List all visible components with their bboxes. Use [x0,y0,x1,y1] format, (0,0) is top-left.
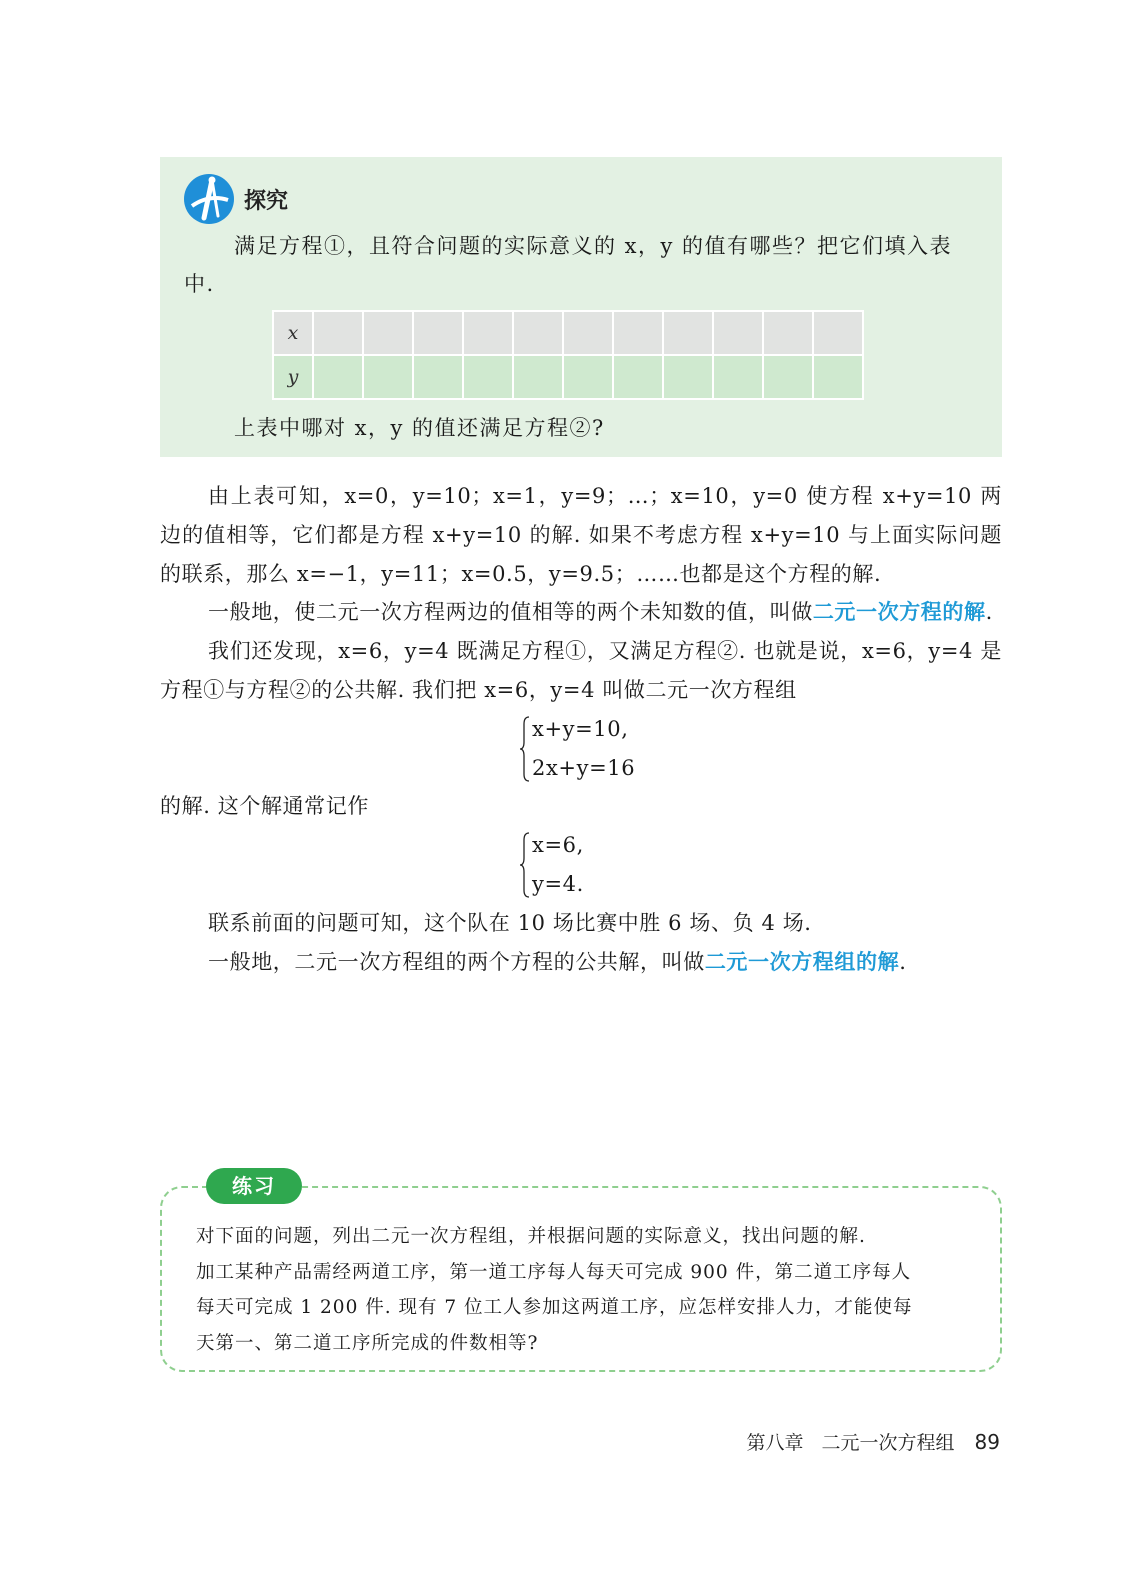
explore-question: 上表中哪对 x，y 的值还满足方程②? [234,416,605,440]
exercise-line: 对下面的问题，列出二元一次方程组，并根据问题的实际意义，找出问题的解. [196,1226,866,1247]
table-cell [363,311,413,355]
table-cell [363,355,413,399]
page-number: 89 [974,1430,1000,1454]
table-cell [513,355,563,399]
table-cell [563,355,613,399]
paragraph-4: 的解. 这个解通常记作 [160,794,369,819]
brace-icon [520,832,530,898]
table-cell [413,355,463,399]
compass-icon [182,172,236,226]
table-cell [513,311,563,355]
table-cell [813,311,863,355]
table-row-x [273,311,863,355]
table-cell [663,311,713,355]
table-cell [413,311,463,355]
equation-line: y=4. [532,871,584,896]
p2-text: 一般地，使二元一次方程两边的值相等的两个未知数的值，叫做 [208,600,813,625]
equation-line: x+y=10, [532,716,629,741]
table-cell [613,311,663,355]
paragraph-2 [160,593,1002,632]
page-footer [747,1428,1000,1455]
explore-title: 探究 [244,188,289,214]
equation-system-1 [520,710,1002,788]
table-cell [713,311,763,355]
row-label-x: x [273,311,313,355]
table-cell [713,355,763,399]
explore-text: 满足方程①，且符合问题的实际意义的 x，y 的值有哪些？把它们填入表中. [184,234,953,296]
table-row-y [273,355,863,399]
term-equation-solution: 二元一次方程的解 [812,600,986,625]
exercise-line: 每天可完成 1 200 件. 现有 7 位工人参加这两道工序，应怎样安排人力，才能使每 [196,1297,913,1318]
exercise-text [196,1219,986,1361]
body-text [160,477,1002,981]
equation-line: x=6, [532,833,584,858]
equation-system-2 [520,826,1002,904]
table-cell [663,355,713,399]
explore-box [160,157,1002,457]
chapter-title: 二元一次方程组 [821,1432,955,1454]
exercise-line: 天第一、第二道工序所完成的件数相等? [196,1332,539,1354]
table-cell [463,355,513,399]
explore-header [182,171,288,227]
p2-end: . [985,600,993,625]
paragraph-3: 我们还发现，x=6，y=4 既满足方程①，又满足方程②. 也就是说，x=6，y=4 是方程①与方程②的公共解. 我们把 x=6，y=4 叫做二元一次方程组 [160,639,1002,702]
brace-icon [520,716,530,782]
table-cell [313,311,363,355]
table-cell [313,355,363,399]
table-cell [563,311,613,355]
table-cell [813,355,863,399]
term-system-solution: 二元一次方程组的解 [704,949,900,974]
equation-line: 2x+y=16 [532,755,636,780]
p6-text: 一般地，二元一次方程组的两个方程的公共解，叫做 [208,949,705,974]
row-label-y: y [273,355,313,399]
chapter-number: 第八章 [746,1432,804,1454]
exercise-tag: 练习 [206,1168,302,1204]
table-cell [763,355,813,399]
paragraph-5: 联系前面的问题可知，这个队在 10 场比赛中胜 6 场、负 4 场. [208,910,812,935]
paragraph-1: 由上表可知，x=0，y=10；x=1，y=9；…；x=10，y=0 使方程 x+y=10 两边的值相等，它们都是方程 x+y=10 的解. 如果不考虑方程 x+y=10 与上面实际问题的联系，那么 x=−1，y=11；x=0.5，y=9.5；……也都是这个方程的解. [160,484,1002,586]
table-cell [613,355,663,399]
paragraph-6 [160,943,1002,982]
exercise-line: 加工某种产品需经两道工序，第一道工序每人每天可完成 900 件，第二道工序每人 [196,1261,912,1283]
fill-table [272,310,864,400]
table-cell [463,311,513,355]
table-cell [763,311,813,355]
p6-end: . [899,949,907,974]
